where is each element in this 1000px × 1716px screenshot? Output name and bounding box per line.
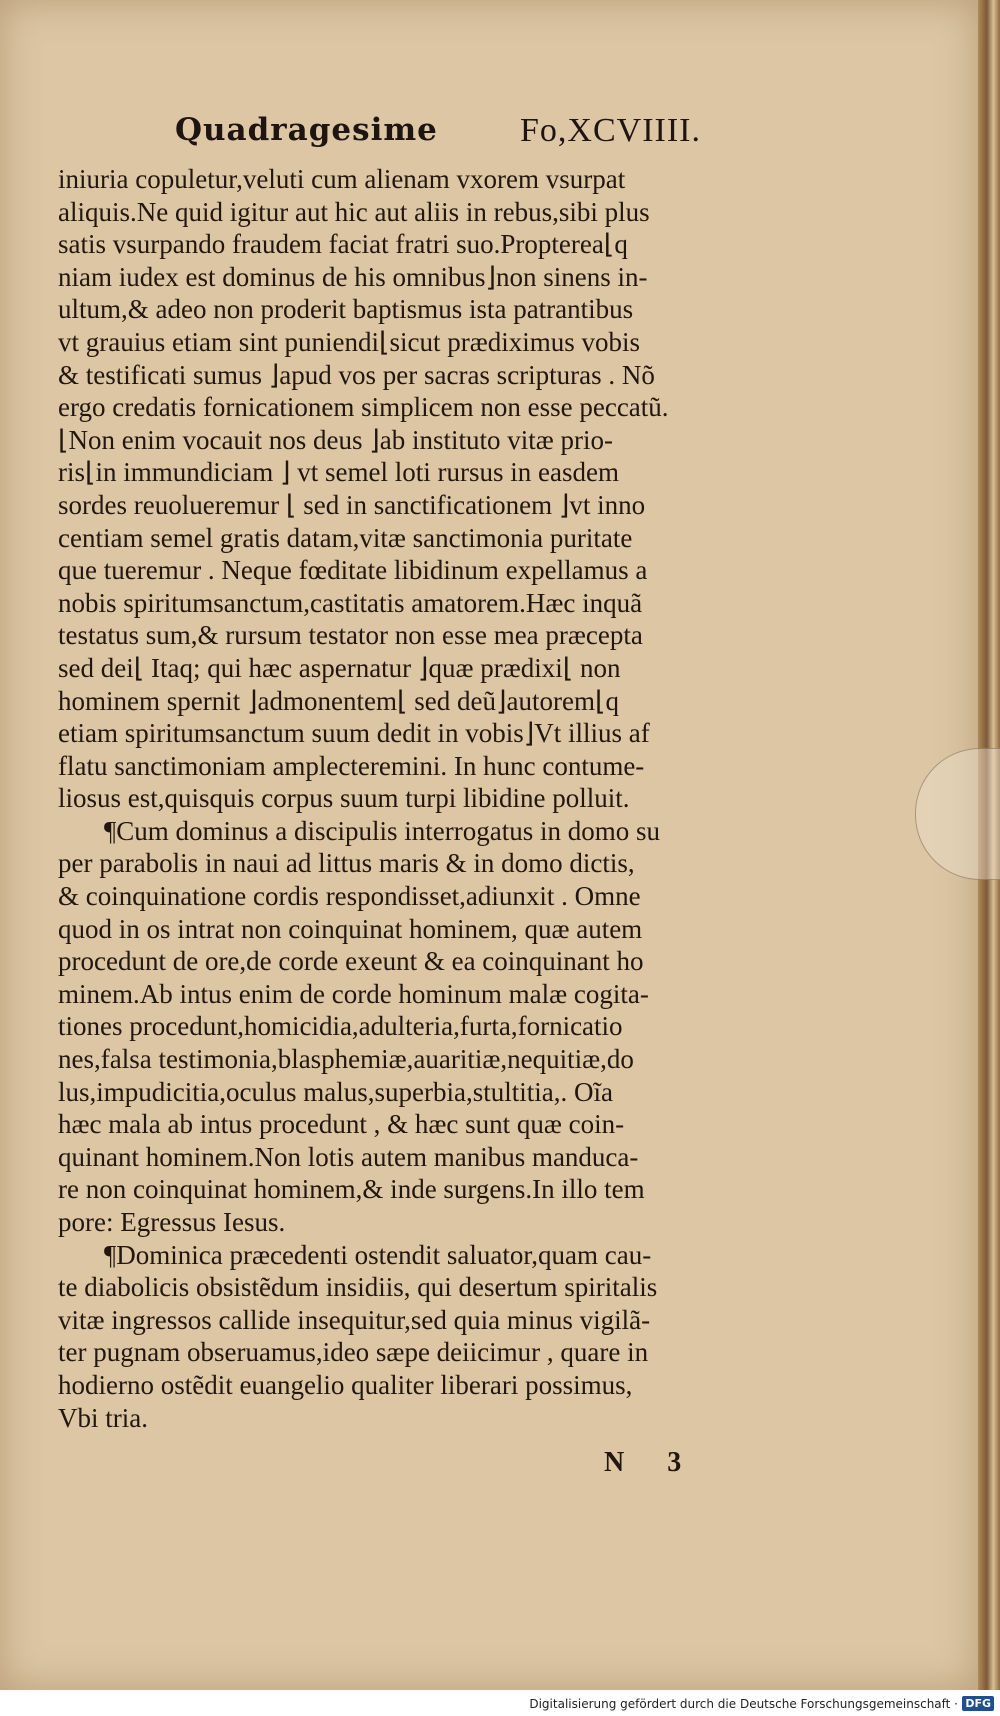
- text-line: liosus est,quisquis corpus suum turpi libidine polluit.: [58, 783, 630, 814]
- text-line: hodierno ostẽdit euangelio qualiter liberari possimus,: [58, 1369, 633, 1400]
- page-header: [60, 112, 820, 162]
- text-line: ergo credatis fornicationem simplicem non esse peccatũ.: [58, 392, 669, 423]
- paragraph-start: ¶Dominica præcedenti ostendit saluator,quam cau-: [104, 1239, 652, 1270]
- text-line: ter pugnam obseruamus,ideo sæpe deiicimur , quare in: [58, 1337, 649, 1368]
- text-line: lus,impudicitia,oculus malus,superbia,stultitia,. Oĩa: [58, 1076, 613, 1107]
- text-line: aliquis.Ne quid igitur aut hic aut aliis in rebus,sibi plus: [58, 196, 650, 227]
- text-line: vitæ ingressos callide insequitur,sed quia minus vigilã-: [58, 1304, 651, 1335]
- digitization-footer: [0, 1694, 1000, 1716]
- text-line: per parabolis in naui ad littus maris & in domo dictis,: [58, 848, 635, 879]
- text-line: niam iudex est dominus de his omnibus⌋non sinens in-: [58, 261, 648, 292]
- text-line: procedunt de ore,de corde exeunt & ea coinquinant ho: [58, 946, 644, 977]
- signature-mark: N 3: [604, 1447, 700, 1478]
- text-line: iniuria copuletur,veluti cum alienam vxorem vsurpat: [58, 164, 626, 194]
- text-line: ultum,& adeo non proderit baptismus ista patrantibus: [58, 294, 634, 325]
- text-line: minem.Ab intus enim de corde hominum malæ cogita-: [58, 978, 649, 1009]
- text-line: ris⌊in immundiciam ⌋ vt semel loti rursus in easdem: [58, 457, 619, 488]
- running-title: Quadragesime: [175, 112, 438, 148]
- text-line: sordes reuolueremur ⌊ sed in sanctificationem ⌋vt inno: [58, 489, 646, 520]
- text-line: flatu sanctimoniam amplecteremini. In hunc contume-: [58, 750, 645, 781]
- text-line: testatus sum,& rursum testator non esse mea præcepta: [58, 620, 643, 651]
- text-line: re non coinquinat hominem,& inde surgens.In illo tem: [58, 1174, 645, 1205]
- folio-number: Fo,XCVIIII.: [520, 112, 701, 149]
- text-line: satis vsurpando fraudem faciat fratri suo.Propterea⌊q: [58, 229, 628, 260]
- text-line: pore: Egressus Iesus.: [58, 1207, 286, 1237]
- text-line: quinant hominem.Non lotis autem manibus manduca-: [58, 1141, 639, 1172]
- body-text: [58, 163, 788, 1434]
- dfg-logo: DFG: [962, 1696, 994, 1711]
- text-line: te diabolicis obsistẽdum insidiis, qui desertum spiritalis: [58, 1272, 658, 1303]
- text-line: etiam spiritumsanctum suum dedit in vobis⌋Vt illius af: [58, 718, 650, 749]
- text-line: quod in os intrat non coinquinat hominem, quæ autem: [58, 913, 643, 944]
- paragraph-start: ¶Cum dominus a discipulis interrogatus in domo su: [104, 815, 660, 846]
- text-line: tiones procedunt,homicidia,adulteria,furta,fornicatio: [58, 1011, 623, 1042]
- text-line: vt grauius etiam sint puniendi⌊sicut prædiximus vobis: [58, 326, 641, 357]
- text-line: nobis spiritumsanctum,castitatis amatorem.Hæc inquã: [58, 587, 643, 618]
- text-line: hominem spernit ⌋admonentem⌊ sed deũ⌋autorem⌊q: [58, 685, 620, 716]
- text-line: que tueremur . Neque fœditate libidinum expellamus a: [58, 555, 648, 586]
- text-line: sed dei⌊ Itaq; qui hæc aspernatur ⌋quæ prædixi⌊ non: [58, 652, 621, 683]
- text-line: & coinquinatione cordis respondisset,adiunxit . Omne: [58, 881, 641, 912]
- footer-credit: Digitalisierung gefördert durch die Deutsche Forschungsgemeinschaft ·: [529, 1697, 958, 1711]
- text-line: ⌊Non enim vocauit nos deus ⌋ab instituto vitæ prio-: [58, 424, 614, 455]
- text-line: & testificati sumus ⌋apud vos per sacras scripturas . Nõ: [58, 359, 655, 390]
- text-line: centiam semel gratis datam,vitæ sanctimonia puritate: [58, 522, 633, 553]
- text-line: nes,falsa testimonia,blasphemiæ,auaritiæ,nequitiæ,do: [58, 1044, 634, 1075]
- text-line: hæc mala ab intus procedunt , & hæc sunt quæ coin-: [58, 1109, 625, 1140]
- text-line: Vbi tria.: [58, 1402, 148, 1433]
